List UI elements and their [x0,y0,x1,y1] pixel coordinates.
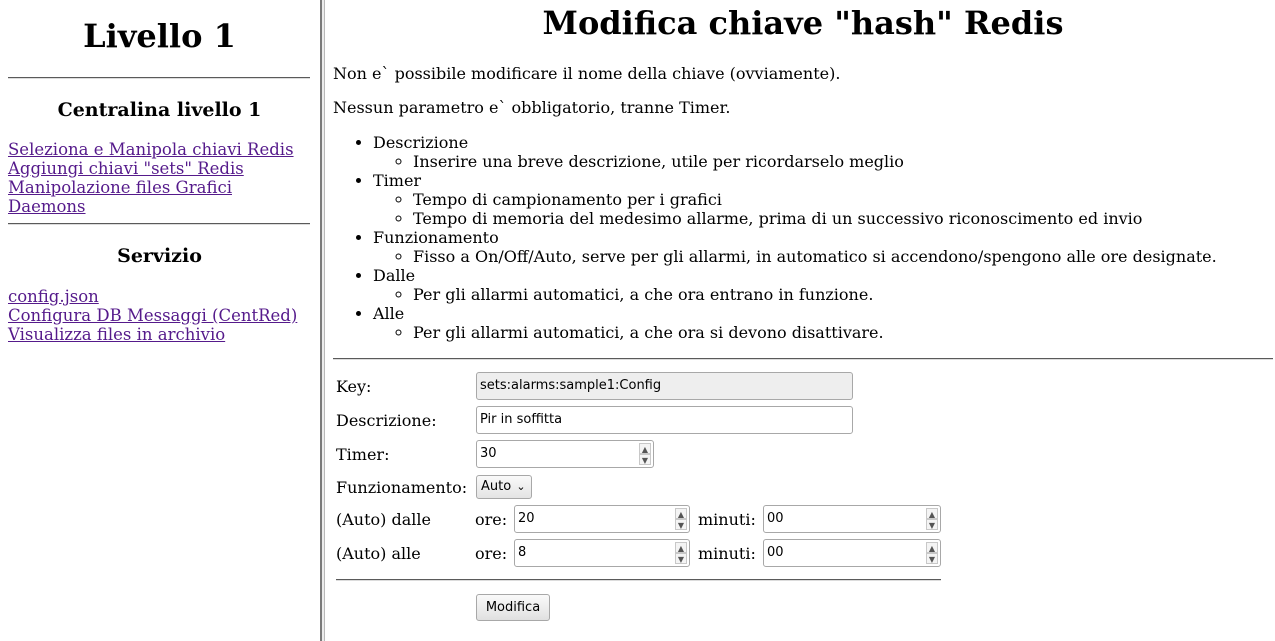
timer-stepper[interactable] [639,443,651,465]
from-minutes-value: 00 [767,511,784,526]
help-list [333,133,1217,342]
to-minutes-value: 00 [767,545,784,560]
help-note: ◦ Fisso a On/Off/Auto, serve per gli allarmi, in automatico si accendono/spengono alle ore designate. [413,247,1217,266]
from-hours-value: 20 [518,511,535,526]
key-field: sets:alarms:sample1:Config [476,372,853,400]
page-title: Modifica chiave "hash" Redis [542,4,1064,42]
link-aggiungi-sets[interactable]: Aggiungi chiavi "sets" Redis [8,159,244,178]
key-label: Key: [336,377,372,396]
help-note: ◦ Tempo di campionamento per i grafici [413,190,1217,209]
to-hours-label: ore: [475,544,508,563]
section-heading-centralina: Centralina livello 1 [57,99,262,121]
link-daemons[interactable]: Daemons [8,197,86,216]
help-term: Alle [373,304,405,323]
chevron-down-icon: ⌄ [516,480,526,493]
section-heading-servizio: Servizio [117,245,202,267]
spin-down-icon[interactable]: ▼ [675,553,687,564]
link-files-grafici[interactable]: Manipolazione files Grafici [8,178,232,197]
description-input[interactable]: Pir in soffitta [476,406,853,434]
form-divider [336,579,941,581]
section-links-centralina [8,140,294,216]
section-divider [333,358,1273,360]
description-label: Descrizione: [336,411,437,430]
to-minutes-input[interactable] [763,539,941,567]
to-minutes-label: minuti: [698,544,756,563]
link-config-json[interactable]: config.json [8,287,99,306]
help-item [373,171,1217,228]
sidebar-title: Livello 1 [83,17,236,55]
from-hours-input[interactable] [514,505,690,533]
frame-divider[interactable] [320,0,325,641]
help-note: ◦ Inserire una breve descrizione, utile per ricordarselo meglio [413,152,1217,171]
to-hours-stepper[interactable] [675,542,687,564]
help-item [373,266,1217,304]
help-note: ◦ Per gli allarmi automatici, a che ora si devono disattivare. [413,323,1217,342]
sidebar-divider [8,223,310,225]
sidebar-divider [8,77,310,79]
link-configura-db[interactable]: Configura DB Messaggi (CentRed) [8,306,298,325]
spin-down-icon[interactable]: ▼ [926,553,938,564]
from-hours-label: ore: [475,510,508,529]
section-links-servizio [8,287,297,344]
from-hours-stepper[interactable] [675,508,687,530]
spin-up-icon[interactable]: ▲ [926,542,938,553]
main-content [333,0,1273,641]
timer-input[interactable] [476,440,654,468]
to-hours-input[interactable] [514,539,690,567]
to-hours-value: 8 [518,545,527,560]
help-term: Dalle [373,266,416,285]
spin-down-icon[interactable]: ▼ [639,454,651,465]
spin-up-icon[interactable]: ▲ [639,443,651,454]
mode-select[interactable] [476,475,532,499]
timer-label: Timer: [336,445,390,464]
help-note: ◦ Tempo di memoria del medesimo allarme, prima di un successivo riconoscimento ed invio [413,209,1217,228]
link-seleziona-chiavi[interactable]: Seleziona e Manipola chiavi Redis [8,140,294,159]
link-visualizza-archivio[interactable]: Visualizza files in archivio [8,325,226,344]
spin-up-icon[interactable]: ▲ [926,508,938,519]
timer-value: 30 [480,446,497,461]
to-label: (Auto) alle [336,544,421,563]
spin-up-icon[interactable]: ▲ [675,542,687,553]
spin-down-icon[interactable]: ▼ [926,519,938,530]
help-item [373,304,1217,342]
help-note: ◦ Per gli allarmi automatici, a che ora entrano in funzione. [413,285,1217,304]
mode-value: Auto [481,479,512,494]
modifica-button[interactable]: Modifica [476,594,550,621]
intro-text: Non e` possibile modificare il nome della chiave (ovviamente). [333,64,841,83]
mode-label: Funzionamento: [336,478,468,497]
help-term: Timer [373,171,422,190]
help-item [373,228,1217,266]
help-term: Descrizione [373,133,469,152]
from-minutes-stepper[interactable] [926,508,938,530]
help-term: Funzionamento [373,228,499,247]
from-minutes-input[interactable] [763,505,941,533]
spin-down-icon[interactable]: ▼ [675,519,687,530]
sidebar [0,0,319,641]
spin-up-icon[interactable]: ▲ [675,508,687,519]
to-minutes-stepper[interactable] [926,542,938,564]
intro-text: Nessun parametro e` obbligatorio, tranne Timer. [333,98,731,117]
help-item [373,133,1217,171]
from-minutes-label: minuti: [698,510,756,529]
from-label: (Auto) dalle [336,510,431,529]
